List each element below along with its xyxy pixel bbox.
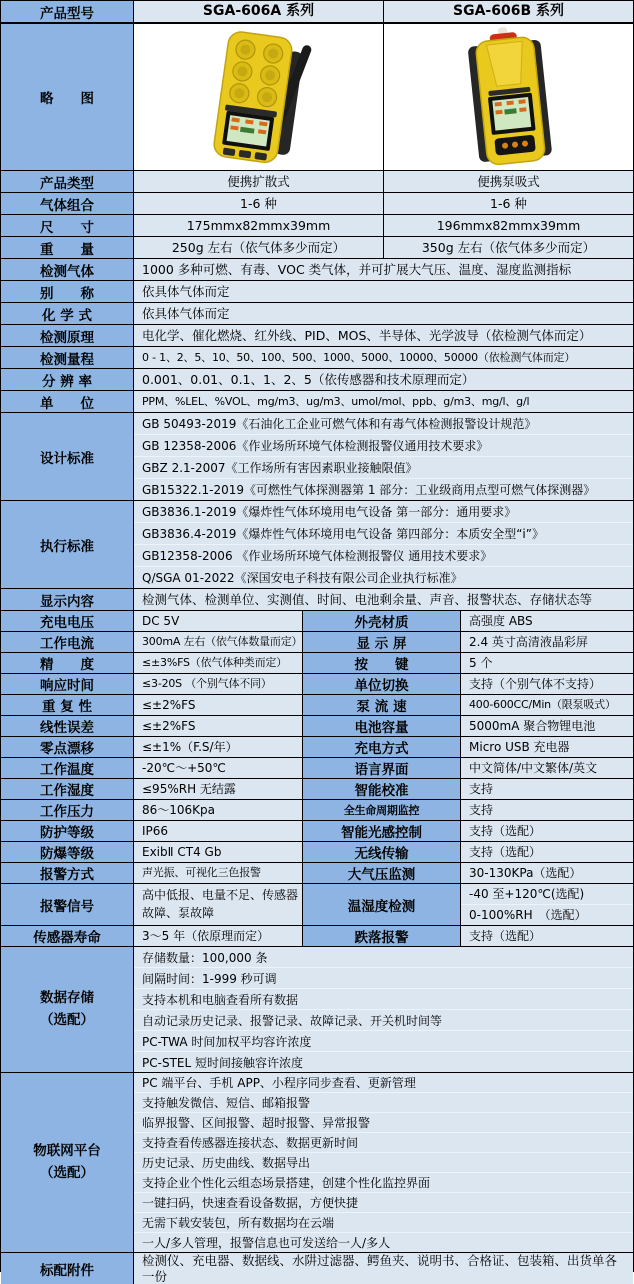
- row-label: 防护等级: [1, 821, 134, 841]
- row-value: ≤3-20S （个别气体不同）: [134, 674, 303, 694]
- row-label: 单 位: [1, 391, 134, 412]
- row-label: 检测量程: [1, 347, 134, 368]
- value-b: 1-6 种: [384, 193, 633, 214]
- row-label: 泵 流 速: [303, 695, 461, 715]
- row-label: 工作湿度: [1, 779, 134, 799]
- row-label: 化 学 式: [1, 303, 134, 324]
- table-row-ip-rating: [1, 821, 633, 842]
- row-label: 精 度: [1, 653, 134, 673]
- row-value: ≤±2%FS: [134, 716, 303, 736]
- row-label: 产品类型: [1, 171, 134, 192]
- row-value: -20℃～+50℃: [134, 758, 303, 778]
- table-row-linearity: [1, 716, 633, 737]
- row-value: 高中低报、电量不足、传感器故障、泵故障: [134, 884, 303, 925]
- row-label: [1, 1073, 134, 1252]
- row-value: 5 个: [461, 653, 633, 673]
- table-row-alarm-mode: [1, 863, 633, 884]
- row-value: 支持: [461, 779, 633, 799]
- row-value: IP66: [134, 821, 303, 841]
- row-value: Micro USB 充电器: [461, 737, 633, 757]
- row-value: 检测气体、检测单位、实测值、时间、电池剩余量、声音、报警状态、存储状态等: [134, 589, 633, 610]
- standard-line: Q/SGA 01-2022《深国安电子科技有限公司企业执行标准》: [134, 567, 633, 588]
- standard-line: GBZ 2.1-2007《工作场所有害因素职业接触限值》: [134, 457, 633, 479]
- table-row-sensor-life: [1, 926, 633, 947]
- table-row-accessories: [1, 1253, 633, 1284]
- row-label: 电池容量: [303, 716, 461, 736]
- data-storage-list: [134, 947, 633, 1072]
- row-label: 气体组合: [1, 193, 134, 214]
- series-a-header: SGA-606A 系列: [134, 1, 384, 22]
- row-label: 无线传输: [303, 842, 461, 862]
- row-label-line: （选配）: [40, 1164, 94, 1181]
- table-row-alarm-signal: [1, 884, 633, 926]
- row-value: ≤±2%FS: [134, 695, 303, 715]
- row-label: 重 量: [1, 237, 134, 258]
- row-label: 充电电压: [1, 611, 134, 631]
- row-value: 支持: [461, 800, 633, 820]
- feature-line: PC-TWA 时间加权平均容许浓度: [134, 1031, 633, 1052]
- header-row: [1, 1, 633, 24]
- row-label: 工作温度: [1, 758, 134, 778]
- row-value: 中文简体/中文繁体/英文: [461, 758, 633, 778]
- feature-line: 临界报警、区间报警、超时报警、异常报警: [134, 1113, 633, 1133]
- table-row-working-current: [1, 632, 633, 653]
- row-label: 按 键: [303, 653, 461, 673]
- value-a: 175mmx82mmx39mm: [134, 215, 384, 236]
- feature-line: 支持企业个性化云组态场景搭建，创建个性化监控界面: [134, 1173, 633, 1193]
- row-value: 支持（个别气体不支持）: [461, 674, 633, 694]
- row-label: 大气压监测: [303, 863, 461, 883]
- feature-line: 支持查看传感器连接状态、数据更新时间: [134, 1133, 633, 1153]
- row-label: 外壳材质: [303, 611, 461, 631]
- row-value: 支持（选配）: [461, 926, 633, 946]
- row-label: 标配附件: [1, 1253, 134, 1284]
- row-label-line: 数据存储: [40, 989, 94, 1006]
- table-row-weight: [1, 237, 633, 259]
- value-line: 0-100%RH （选配）: [461, 905, 633, 925]
- table-row-working-pressure: [1, 800, 633, 821]
- row-value: 依具体气体而定: [134, 281, 633, 302]
- row-label: 智能光感控制: [303, 821, 461, 841]
- feature-line: 一键扫码，快速查看设备数据，方便快捷: [134, 1193, 633, 1213]
- row-value: ≤95%RH 无结露: [134, 779, 303, 799]
- standard-line: GB 12358-2006《作业场所环境气体检测报警仪通用技术要求》: [134, 435, 633, 457]
- feature-line: 间隔时间：1-999 秒可调: [134, 968, 633, 989]
- feature-line: 无需下载安装包，所有数据均在云端: [134, 1213, 633, 1233]
- row-value: 依具体气体而定: [134, 303, 633, 324]
- row-label: 智能校准: [303, 779, 461, 799]
- exec-standards-list: [134, 501, 633, 588]
- row-value: 3～5 年（依原理而定）: [134, 926, 303, 946]
- feature-line: 存储数量：100,000 条: [134, 947, 633, 968]
- row-label: 检测气体: [1, 259, 134, 280]
- table-row-accuracy: [1, 653, 633, 674]
- table-row-detect-gas: [1, 259, 633, 281]
- sketch-label: 略 图: [1, 24, 134, 170]
- table-row-resolution: [1, 369, 633, 391]
- table-row-repeatability: [1, 695, 633, 716]
- row-value: 检测仪、充电器、数据线、水阱过滤器、鳄鱼夹、说明书、合格证、包装箱、出货单各一份: [134, 1253, 633, 1284]
- row-value: 2.4 英寸高清液晶彩屏: [461, 632, 633, 652]
- row-label-line: 物联网平台: [33, 1142, 101, 1159]
- row-value: 0.001、0.01、0.1、1、2、5（依传感器和技术原理而定）: [134, 369, 633, 390]
- row-value: 30-130KPa（选配）: [461, 863, 633, 883]
- row-label: 全生命周期监控: [303, 800, 461, 820]
- standard-line: GB12358-2006 《作业场所环境气体检测报警仪 通用技术要求》: [134, 545, 633, 567]
- row-label: 尺 寸: [1, 215, 134, 236]
- standard-line: GB15322.1-2019《可燃性气体探测器第 1 部分：工业级商用点型可燃气体探测器》: [134, 479, 633, 500]
- value-a: 便携扩散式: [134, 171, 384, 192]
- feature-line: PC 端平台、手机 APP、小程序同步查看、更新管理: [134, 1073, 633, 1093]
- row-value: 5000mA 聚合物锂电池: [461, 716, 633, 736]
- design-standards-list: [134, 413, 633, 500]
- row-value: 支持（选配）: [461, 821, 633, 841]
- row-value: ExibⅡ CT4 Gb: [134, 842, 303, 862]
- row-value: 1000 多种可燃、有毒、VOC 类气体，并可扩展大气压、温度、湿度监测指标: [134, 259, 633, 280]
- row-label: 工作压力: [1, 800, 134, 820]
- row-value: [461, 884, 633, 925]
- row-value: 86～106Kpa: [134, 800, 303, 820]
- table-row-zero-drift: [1, 737, 633, 758]
- table-row-product-type: [1, 171, 633, 193]
- table-row-iot-platform: [1, 1073, 633, 1253]
- row-label: 充电方式: [303, 737, 461, 757]
- row-value: 电化学、催化燃烧、红外线、PID、MOS、半导体、光学波导（依检测气体而定）: [134, 325, 633, 346]
- feature-line: 支持本机和电脑查看所有数据: [134, 989, 633, 1010]
- value-b: 196mmx82mmx39mm: [384, 215, 633, 236]
- row-label: 语言界面: [303, 758, 461, 778]
- row-label: 检测原理: [1, 325, 134, 346]
- row-label: 分 辨 率: [1, 369, 134, 390]
- feature-line: 历史记录、历史曲线、数据导出: [134, 1153, 633, 1173]
- row-label: 零点漂移: [1, 737, 134, 757]
- product-model-header: 产品型号: [1, 1, 134, 22]
- row-label: 工作电流: [1, 632, 134, 652]
- row-value: PPM、%LEL、%VOL、mg/m3、ug/m3、umol/mol、ppb、g/m3、mg/l、g/l: [134, 391, 633, 412]
- device-a-image: [139, 27, 379, 167]
- row-label: [1, 947, 134, 1072]
- table-row-exec-standards: [1, 501, 633, 589]
- row-label: 响应时间: [1, 674, 134, 694]
- feature-line: 自动记录历史记录、报警记录、故障记录、开关机时间等: [134, 1010, 633, 1031]
- row-label: 执行标准: [1, 501, 134, 588]
- table-row-units: [1, 391, 633, 413]
- row-label: 重 复 性: [1, 695, 134, 715]
- row-label: 显 示 屏: [303, 632, 461, 652]
- row-label: 报警信号: [1, 884, 134, 925]
- row-label: 设计标准: [1, 413, 134, 500]
- device-b-image: [389, 27, 629, 167]
- value-a: 1-6 种: [134, 193, 384, 214]
- row-value: 声光振、可视化三色报警: [134, 863, 303, 883]
- row-value: ≤±3%FS（依气体种类而定）: [134, 653, 303, 673]
- row-value: ≤±1%（F.S/年）: [134, 737, 303, 757]
- table-row-range: [1, 347, 633, 369]
- row-label: 跌落报警: [303, 926, 461, 946]
- feature-line: 支持触发微信、短信、邮箱报警: [134, 1093, 633, 1113]
- sketch-row: [1, 24, 633, 171]
- row-label: 报警方式: [1, 863, 134, 883]
- row-value: 400-600CC/Min（限泵吸式）: [461, 695, 633, 715]
- table-row-dimensions: [1, 215, 633, 237]
- row-label: 线性误差: [1, 716, 134, 736]
- row-label: 传感器寿命: [1, 926, 134, 946]
- row-value: 高强度 ABS: [461, 611, 633, 631]
- standard-line: GB3836.1-2019《爆炸性气体环境用电气设备 第一部分：通用要求》: [134, 501, 633, 523]
- table-row-charge-voltage: [1, 611, 633, 632]
- row-label: 温湿度检测: [303, 884, 461, 925]
- row-label-line: （选配）: [40, 1011, 94, 1028]
- table-row-data-storage: [1, 947, 633, 1073]
- table-row-alias: [1, 281, 633, 303]
- row-label: 防爆等级: [1, 842, 134, 862]
- iot-feature-list: [134, 1073, 633, 1252]
- table-row-explosion-proof: [1, 842, 633, 863]
- feature-line: 一人/多人管理，报警信息也可发送给一人/多人: [134, 1233, 633, 1252]
- table-row-display-content: [1, 589, 633, 611]
- value-b: 便携泵吸式: [384, 171, 633, 192]
- row-label: 别 称: [1, 281, 134, 302]
- feature-line: PC-STEL 短时间接触容许浓度: [134, 1052, 633, 1072]
- device-a-photo-cell: [134, 24, 384, 170]
- table-row-formula: [1, 303, 633, 325]
- table-row-response-time: [1, 674, 633, 695]
- table-row-working-humidity: [1, 779, 633, 800]
- device-b-photo-cell: [384, 24, 633, 170]
- standard-line: GB 50493-2019《石油化工企业可燃气体和有毒气体检测报警设计规范》: [134, 413, 633, 435]
- standard-line: GB3836.4-2019《爆炸性气体环境用电气设备 第四部分：本质安全型“i”》: [134, 523, 633, 545]
- row-value: 支持（选配）: [461, 842, 633, 862]
- value-a: 250g 左右（依气体多少而定）: [134, 237, 384, 258]
- value-b: 350g 左右（依气体多少而定）: [384, 237, 633, 258]
- table-row-working-temp: [1, 758, 633, 779]
- series-b-header: SGA-606B 系列: [384, 1, 633, 22]
- value-line: -40 至+120℃(选配): [461, 884, 633, 905]
- table-row-gas-combo: [1, 193, 633, 215]
- row-value: DC 5V: [134, 611, 303, 631]
- row-label: 单位切换: [303, 674, 461, 694]
- row-value: 300mA 左右（依气体数量而定）: [134, 632, 303, 652]
- table-row-principle: [1, 325, 633, 347]
- row-value: 0 - 1、2、5、10、50、100、500、1000、5000、10000、50000（依检测气体而定）: [134, 347, 633, 368]
- row-label: 显示内容: [1, 589, 134, 610]
- table-row-design-standards: [1, 413, 633, 501]
